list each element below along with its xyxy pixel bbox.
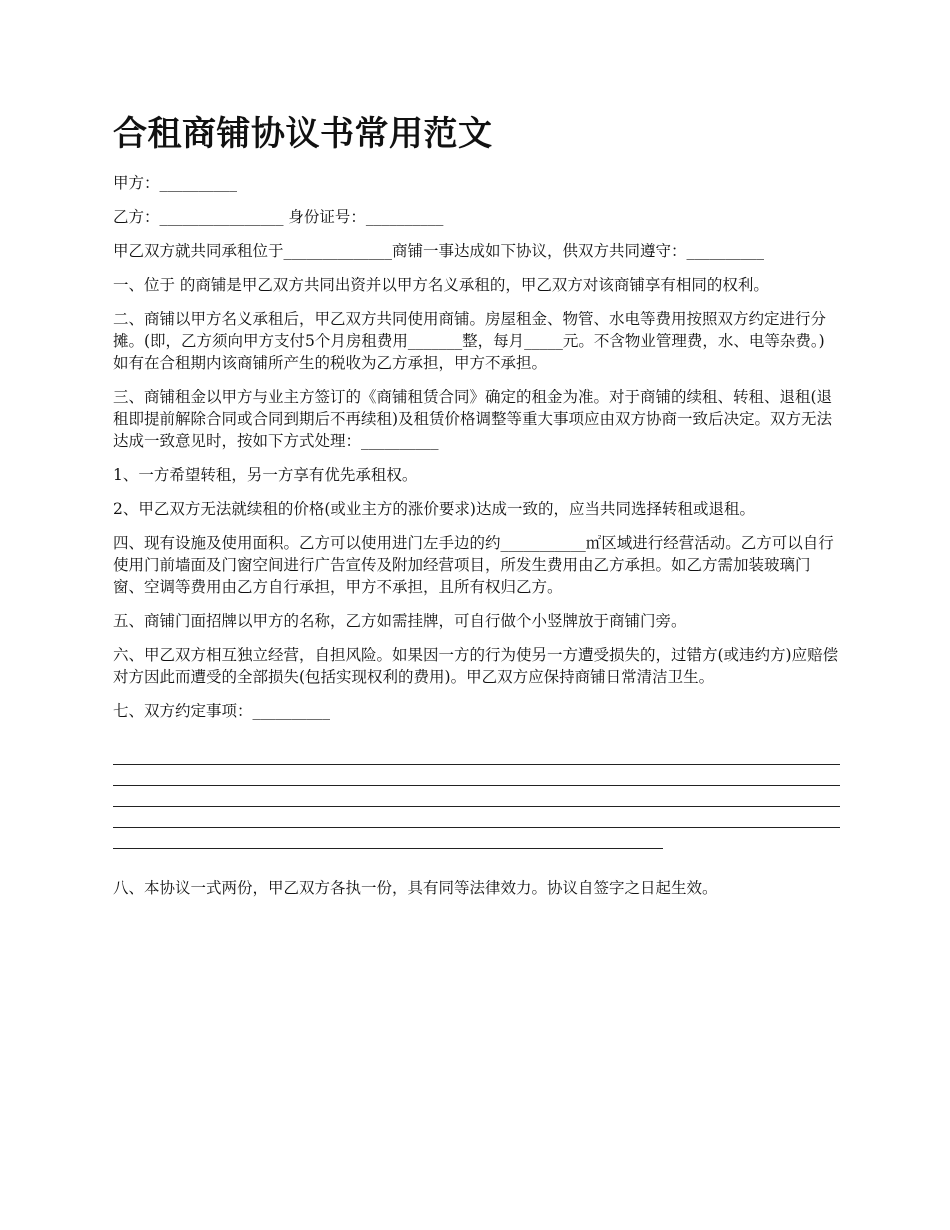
party-a-line: 甲方：__________ [113,174,238,192]
clause-8: 八、本协议一式两份，甲乙双方各执一份，具有同等法律效力。协议自签字之日起生效。 [113,879,718,897]
document-title: 合租商铺协议书常用范文 [113,114,493,154]
blank-lines [113,744,840,849]
blank-line [113,807,840,828]
intro-paragraph: 甲乙双方就共同承租位于______________商铺一事达成如下协议，供双方共同遵守：__________ [113,242,765,260]
clause-1: 一、位于 的商铺是甲乙双方共同出资并以甲方名义承租的，甲乙双方对该商铺享有相同的权利。 [113,276,769,294]
blank-line [113,786,840,807]
clause-2: 二、商铺以甲方名义承租后，甲乙双方共同使用商铺。房屋租金、物管、水电等费用按照双方约定进行分摊。(即，乙方须向甲方支付5个月房租费用_______整，每月_____元。不含物业管理费，水、电等杂费。)如有在合租期内该商铺所产生的税收为乙方承担，甲方不承担。 [113,310,827,372]
blank-line [113,744,840,765]
clause-3: 三、商铺租金以甲方与业主方签订的《商铺租赁合同》确定的租金为准。对于商铺的续租、转租、退租(退租即提前解除合同或合同到期后不再续租)及租赁价格调整等重大事项应由双方协商一致后决定。双方无法达成一致意见时，按如下方式处理：__________ [113,388,833,450]
blank-line [113,828,663,849]
clause-6: 六、甲乙双方相互独立经营，自担风险。如果因一方的行为使另一方遭受损失的，过错方(或违约方)应赔偿对方因此而遭受的全部损失(包括实现权利的费用)。甲乙双方应保持商铺日常清洁卫生。 [113,646,839,686]
clause-7: 七、双方约定事项：__________ [113,702,331,720]
clause-4: 四、现有设施及使用面积。乙方可以使用进门左手边的约___________㎡区域进行经营活动。乙方可以自行使用门前墙面及门窗空间进行广告宣传及附加经营项目，所发生费用由乙方承担。如乙方需加装玻璃门窗、空调等费用由乙方自行承担，甲方不承担，且所有权归乙方。 [113,534,834,596]
clause-5: 五、商铺门面招牌以甲方的名称，乙方如需挂牌，可自行做个小竖牌放于商铺门旁。 [113,612,687,630]
party-b-line: 乙方：________________ 身份证号：__________ [113,208,444,226]
blank-line [113,765,840,786]
clause-3-item-1: 1、一方希望转租，另一方享有优先承租权。 [113,466,418,484]
clause-3-item-2: 2、甲乙双方无法就续租的价格(或业主方的涨价要求)达成一致的，应当共同选择转租或退租。 [113,500,755,518]
